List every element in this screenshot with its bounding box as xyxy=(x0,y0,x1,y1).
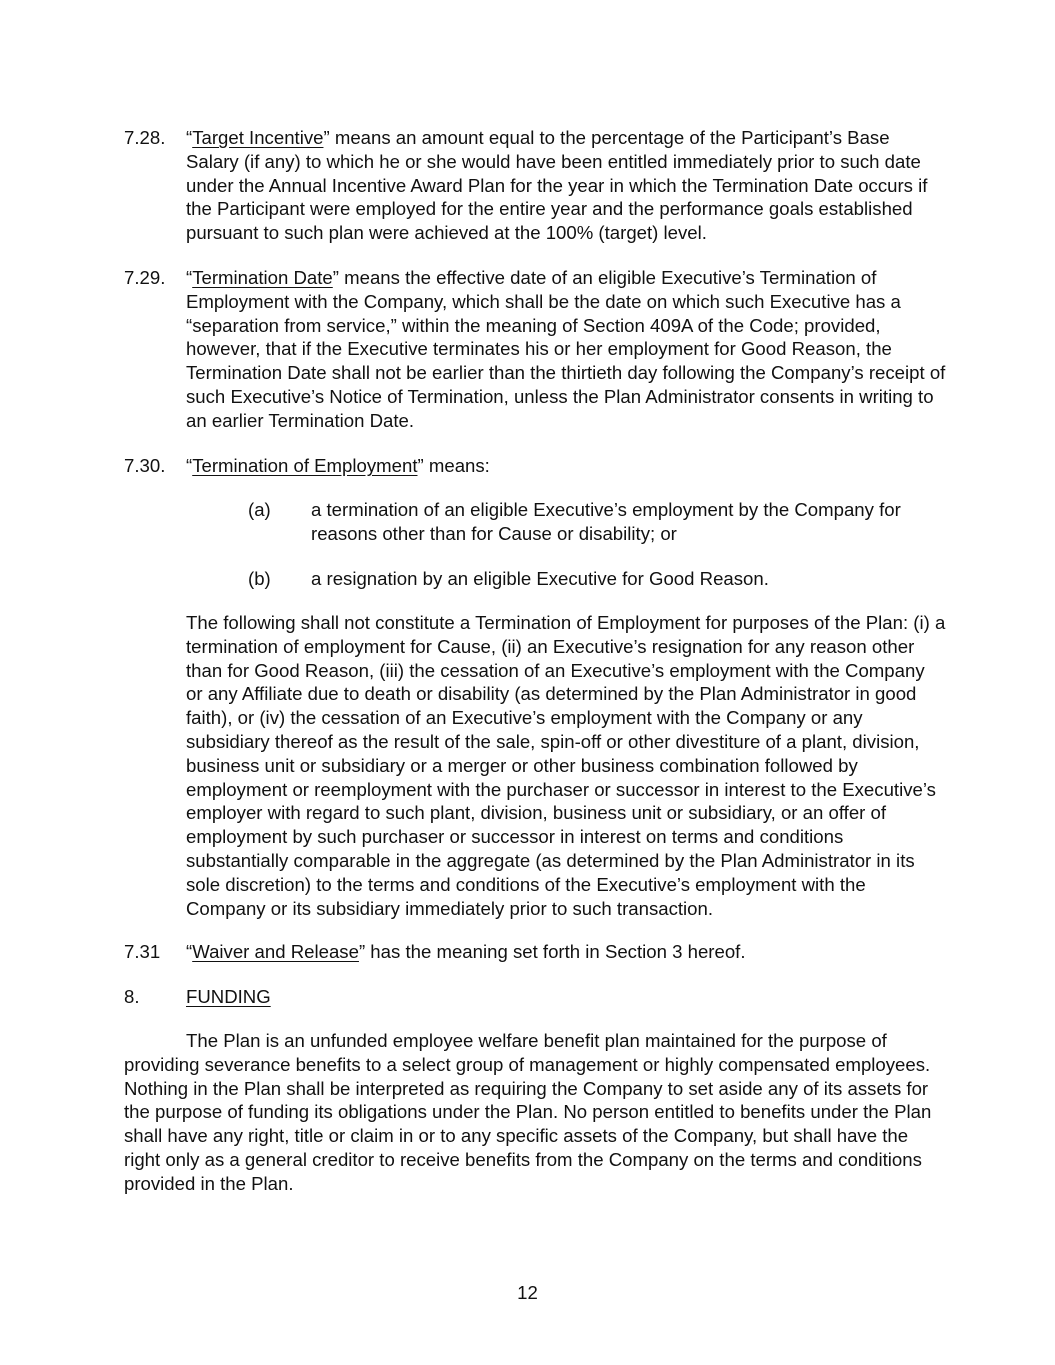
definition-waiver-and-release xyxy=(186,940,946,964)
definition-text: ” means: xyxy=(417,455,490,476)
page-number: 12 xyxy=(517,1282,538,1303)
defined-term: Termination of Employment xyxy=(192,455,418,476)
definition-target-incentive xyxy=(186,126,946,245)
list-item-text-b: a resignation by an eligible Executive for Good Reason. xyxy=(311,568,769,589)
section-number-7-31: 7.31 xyxy=(124,941,161,962)
funding-heading: FUNDING xyxy=(186,986,271,1007)
open-quote: “ xyxy=(186,941,193,962)
defined-term: Target Incentive xyxy=(192,127,324,148)
list-item-label-b: (b) xyxy=(248,568,271,589)
article-heading xyxy=(186,985,946,1009)
definition-termination-of-employment xyxy=(186,454,946,478)
open-quote: “ xyxy=(186,267,193,288)
section-number-7-30: 7.30. xyxy=(124,455,166,476)
definition-text: ” has the meaning set forth in Section 3 hereof. xyxy=(358,941,746,962)
section-number-7-29: 7.29. xyxy=(124,267,166,288)
definition-termination-date xyxy=(186,266,946,433)
funding-paragraph: The Plan is an unfunded employee welfare benefit plan maintained for the purpose of providing severance benefits to a select group of management or highly compensated employees. Nothing in the Plan shall be interpreted as requiring the Company to set aside any of its assets for the purpose of funding its obligations under the Plan. No person entitled to benefits under the Plan shall have any right, title or claim in or to any specific assets of the Company, but shall have the right only as a general creditor to receive benefits from the Company on the terms and conditions provided in the Plan. xyxy=(124,1030,932,1194)
list-item-text-a: a termination of an eligible Executive’s employment by the Company for reasons other than for Cause or disability; or xyxy=(311,499,901,544)
definition-text: ” means the effective date of an eligible Executive’s Termination of Employment with the Company, which shall be the date on which such Executive has a “separation from service,” within the meaning of Section 409A of the Code; provided, however, that if the Executive terminates his or her employment for Good Reason, the Termination Date shall not be earlier than the thirtieth day following the Company’s receipt of such Executive’s Notice of Termination, unless the Plan Administrator consents in writing to an earlier Termination Date. xyxy=(186,267,946,431)
article-number: 8. xyxy=(124,986,140,1007)
termination-exclusions-paragraph: The following shall not constitute a Termination of Employment for purposes of the Plan: (i) a termination of employment for Cause, (ii) an Executive’s resignation for any reason other than for Good Reason, (iii) the cessation of an Executive’s employment with the Company or any Affiliate due to death or disability (as determined by the Plan Administrator in good faith), or (iv) the cessation of an Executive’s employment with the Company or any subsidiary thereof as the result of the sale, spin-off or other divestiture of a plant, division, business unit or subsidiary or a merger or other business combination followed by employment or reemployment with the purchaser or successor in interest to the Executive’s employer with regard to such plant, division, business unit or subsidiary, or an offer of employment by such purchaser or successor in interest on terms and conditions substantially comparable in the aggregate (as determined by the Plan Administrator in its sole discretion) to the terms and conditions of the Executive’s employment with the Company or its subsidiary immediately prior to such transaction. xyxy=(186,612,946,919)
section-number-7-28: 7.28. xyxy=(124,127,166,148)
defined-term: Waiver and Release xyxy=(192,941,359,962)
definition-text: ” means an amount equal to the percentage of the Participant’s Base Salary (if any) to which he or she would have been entitled immediately prior to such date under the Annual Incentive Award Plan for the year in which the Termination Date occurs if the Participant were employed for the entire year and the performance goals established pursuant to such plan were achieved at the 100% (target) level. xyxy=(186,127,928,244)
list-item-label-a: (a) xyxy=(248,499,271,520)
open-quote: “ xyxy=(186,127,193,148)
open-quote: “ xyxy=(186,455,193,476)
defined-term: Termination Date xyxy=(192,267,333,288)
